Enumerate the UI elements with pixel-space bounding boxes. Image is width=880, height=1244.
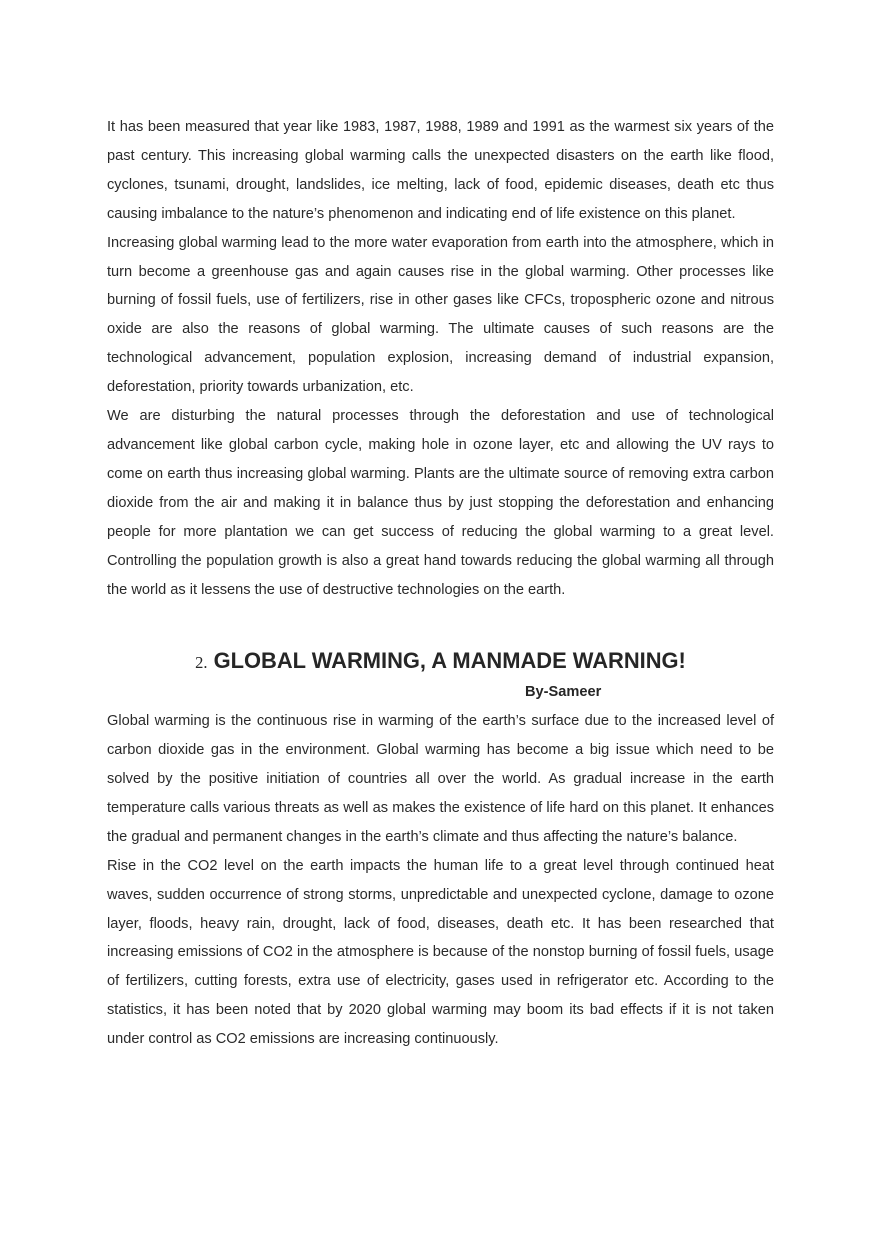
essay-title-text: GLOBAL WARMING, A MANMADE WARNING! bbox=[213, 648, 686, 674]
paragraph: Rise in the CO2 level on the earth impacts the human life to a great level through continued heat waves, sudden occurrence of strong storms, unpredictable and unexpected cyclone, damage to ozone layer, floods, heavy rain, drought, lack of food, diseases, death etc. It has been researched that increasing emissions of CO2 in the atmosphere is because of the nonstop burning of fossil fuels, usage of fertilizers, cutting forests, extra use of electricity, gases used in refrigerator etc. According to the statistics, it has been noted that by 2020 global warming may boom its bad effects if it is not taken under control as CO2 emissions are increasing continuously. bbox=[107, 857, 774, 1048]
essay-1-continuation bbox=[107, 113, 774, 604]
essay-number: 2. bbox=[195, 653, 208, 673]
essay-title bbox=[107, 647, 774, 678]
paragraph: Global warming is the continuous rise in warming of the earth’s surface due to the increased level of carbon dioxide gas in the environment. Global warming has become a big issue which need to be solved by the positive initiation of countries all over the world. As gradual increase in the earth temperature calls various threats as well as makes the existence of life hard on this planet. It enhances the gradual and permanent changes in the earth’s climate and thus affecting the nature’s balance. bbox=[107, 713, 774, 845]
essay-2 bbox=[107, 647, 774, 1054]
author-byline: By-Sameer bbox=[525, 684, 602, 701]
paragraph: It has been measured that year like 1983, 1987, 1988, 1989 and 1991 as the warmest six years of the past century. This increasing global warming calls the unexpected disasters on the earth like flood, cyclones, tsunami, drought, landslides, ice melting, lack of food, epidemic diseases, death etc thus causing imbalance to the nature’s phenomenon and indicating end of life existence on this planet. bbox=[107, 119, 774, 222]
paragraph: Increasing global warming lead to the more water evaporation from earth into the atmosphere, which in turn become a greenhouse gas and again causes rise in the global warming. Other processes like burning of fossil fuels, use of fertilizers, rise in other gases like CFCs, tropospheric ozone and nitrous oxide are also the reasons of global warming. The ultimate causes of such reasons are the technological advancement, population explosion, increasing demand of industrial expansion, deforestation, priority towards urbanization, etc. bbox=[107, 234, 774, 396]
document-page bbox=[107, 113, 774, 1054]
section-spacer bbox=[107, 604, 774, 647]
paragraph: We are disturbing the natural processes through the deforestation and use of technological advancement like global carbon cycle, making hole in ozone layer, etc and allowing the UV rays to come on earth thus increasing global warming. Plants are the ultimate source of removing extra carbon dioxide from the air and making it in balance thus by just stopping the deforestation and enhancing people for more plantation we can get success of reducing the global warming to a great level. Controlling the population growth is also a great hand towards reducing the global warming all through the world as it lessens the use of destructive technologies on the earth. bbox=[107, 408, 774, 598]
